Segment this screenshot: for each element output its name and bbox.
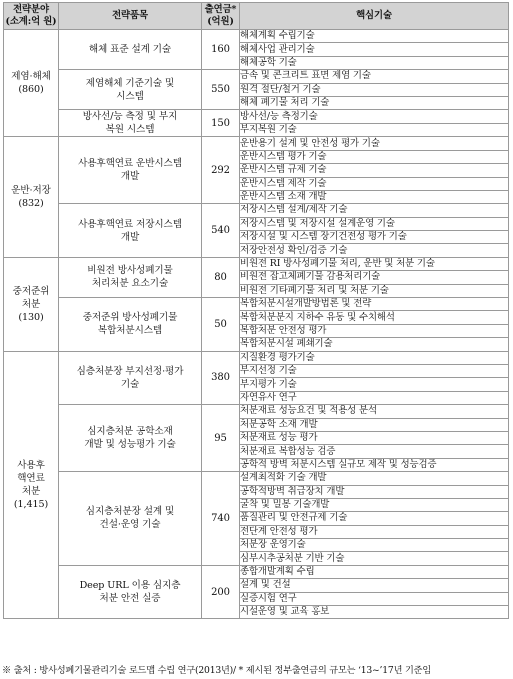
item-cell	[59, 298, 202, 352]
source-note: ※ 출처 : 방사성폐기물관리기술 로드맵 수립 연구(2013년)/ * 제시된 정부출연금의 규모는 ‘13~’17년 기준임	[2, 665, 431, 676]
tech-cell: 품질관리 및 안전규제 기술	[240, 512, 509, 525]
item-label: 건설·운영 기술	[99, 519, 161, 531]
tech-cell: 비원전 잡고체폐기물 감용처리기술	[240, 271, 509, 284]
item-label: 제염해체 기준기술 및	[85, 77, 175, 89]
item-cell	[59, 472, 202, 566]
item-label: 처분 안전 실증	[99, 593, 161, 605]
fund-cell: 540	[202, 204, 240, 258]
area-label: (860)	[18, 84, 44, 96]
area-label: 처분	[21, 298, 41, 310]
tech-cell: 금속 및 콘크리트 표면 제염 기술	[240, 70, 509, 83]
tech-cell: 부지평가 기술	[240, 378, 509, 391]
fund-cell: 292	[202, 137, 240, 204]
tech-cell: 운반시스템 규제 기술	[240, 164, 509, 177]
item-label: 비원전 방사성폐기물	[87, 265, 173, 277]
tech-cell: 처분장 운영기술	[240, 539, 509, 552]
item-label: 방사선/능 측정 및 부지	[82, 111, 178, 123]
header-area: 전략분야 (소계:억 원)	[4, 3, 59, 30]
item-cell	[59, 204, 202, 258]
tech-cell: 설계최적화 기술 개발	[240, 472, 509, 485]
item-label: Deep URL 이용 심지층	[79, 580, 181, 592]
tech-cell: 운반시스템 제작 기술	[240, 177, 509, 190]
area-label: (832)	[18, 198, 44, 210]
fund-cell: 95	[202, 405, 240, 472]
tech-cell: 심부시추공처분 기반 기술	[240, 552, 509, 565]
tech-cell: 비원전 기타폐기물 처리 및 처분 기술	[240, 284, 509, 297]
tech-cell: 해체사업 관리기술	[240, 43, 509, 56]
tech-cell: 복합처분시설 폐쇄기술	[240, 338, 509, 351]
area-label: 운반·저장	[11, 185, 51, 197]
item-label: 시스템	[116, 90, 144, 102]
tech-cell: 저장안전성 확인/검증 기술	[240, 244, 509, 257]
item-label: 개발 및 성능평가 기술	[84, 439, 176, 451]
header-fund: 출연금* (억원)	[202, 3, 240, 30]
item-cell	[59, 565, 202, 619]
table-row	[4, 137, 509, 150]
item-cell	[59, 70, 202, 110]
tech-cell: 운반용기 설계 및 안전성 평가 기술	[240, 137, 509, 150]
tech-cell: 처분재료 복합성능 검증	[240, 445, 509, 458]
tech-cell: 부지선정 기술	[240, 364, 509, 377]
table-row	[4, 565, 509, 578]
item-label: 사용후핵연료 저장시스템	[78, 218, 182, 230]
header-item: 전략품목	[59, 3, 202, 30]
tech-cell: 복합처분시설개발방법론 및 전략	[240, 298, 509, 311]
tech-cell: 방사선/능 측정기술	[240, 110, 509, 124]
table-row	[4, 298, 509, 311]
item-label: 중저준위 방사성폐기물	[82, 312, 178, 324]
tech-cell: 처분재료 성능 평가	[240, 431, 509, 444]
fund-cell: 200	[202, 565, 240, 619]
tech-cell: 지질환경 평가기술	[240, 351, 509, 364]
tech-cell: 운반시스템 소재 개발	[240, 190, 509, 203]
tech-cell: 실증시험 연구	[240, 592, 509, 605]
fund-cell: 380	[202, 351, 240, 405]
tech-cell: 종합개발계획 수립	[240, 565, 509, 578]
item-cell	[59, 351, 202, 405]
area-label: 중저준위	[12, 285, 50, 297]
tech-cell: 비원전 RI 방사성폐기물 처리, 운반 및 처분 기술	[240, 257, 509, 270]
item-cell	[59, 30, 202, 70]
area-label: 핵연료	[17, 473, 45, 484]
item-label: 개발	[120, 171, 140, 183]
tech-cell: 해체계획 수립기술	[240, 30, 509, 43]
tech-cell: 저장시스템 및 저장시설 설계운영 기술	[240, 217, 509, 230]
table-row	[4, 70, 509, 83]
table-row	[4, 204, 509, 217]
tech-cell: 해체공학 기술	[240, 56, 509, 69]
tech-cell: 공학적방벽 취급장치 개발	[240, 485, 509, 498]
fund-cell: 550	[202, 70, 240, 110]
fund-cell: 50	[202, 298, 240, 352]
table-row	[4, 472, 509, 485]
header-tech: 핵심기술	[240, 3, 509, 30]
tech-cell: 굴착 및 밀봉 기술개발	[240, 498, 509, 511]
table-body	[4, 30, 509, 619]
tech-cell: 저장시스템 설계/제작 기술	[240, 204, 509, 217]
header-row	[4, 3, 509, 30]
item-label: 처리처분 요소기술	[91, 278, 169, 290]
item-label: 심지층처분장 설계 및	[85, 506, 175, 518]
fund-cell: 740	[202, 472, 240, 566]
area-label: 사용후	[17, 460, 45, 471]
table-row	[4, 30, 509, 43]
item-label: 복원 시스템	[105, 124, 155, 136]
area-label: 처분	[21, 486, 41, 497]
fund-cell: 160	[202, 30, 240, 70]
tech-cell: 처분재료 성능요건 및 적용성 분석	[240, 405, 509, 418]
table-row	[4, 110, 509, 124]
area-cell	[4, 257, 59, 351]
table-row	[4, 257, 509, 270]
area-cell	[4, 30, 59, 137]
tech-cell: 해체 폐기물 처리 기술	[240, 96, 509, 109]
area-cell	[4, 137, 59, 258]
tech-cell: 저장시설 및 시스템 장기건전성 평가 기술	[240, 231, 509, 244]
item-label: 심지층처분 공학소재	[87, 426, 173, 438]
tech-cell: 원격 절단/철거 기술	[240, 83, 509, 96]
item-label: 기술	[120, 378, 140, 390]
tech-cell: 전단계 안전성 평가	[240, 525, 509, 538]
item-label: 심층처분장 부지선정·평가	[76, 365, 184, 377]
tech-cell: 부지복원 기술	[240, 123, 509, 137]
fund-cell: 150	[202, 110, 240, 137]
item-label: 사용후핵연료 운반시스템	[78, 158, 182, 170]
tech-cell: 자연유사 연구	[240, 391, 509, 404]
area-label: (130)	[18, 311, 44, 323]
tech-cell: 시설운영 및 교육 홍보	[240, 606, 509, 619]
area-cell	[4, 351, 59, 619]
fund-cell: 80	[202, 257, 240, 297]
item-cell	[59, 110, 202, 137]
tech-cell: 운반시스템 평가 기술	[240, 150, 509, 163]
tech-cell: 처분공학 소재 개발	[240, 418, 509, 431]
area-label: (1,415)	[13, 499, 49, 510]
strategy-table	[3, 2, 509, 619]
item-label: 해체 표준 설계 기술	[88, 44, 172, 56]
item-label: 복합처분시스템	[97, 325, 163, 337]
item-cell	[59, 137, 202, 204]
table-row	[4, 405, 509, 418]
table-row	[4, 351, 509, 364]
tech-cell: 복합처분 안전성 평가	[240, 324, 509, 337]
tech-cell: 복합처분분지 지하수 유동 및 수치해석	[240, 311, 509, 324]
item-cell	[59, 405, 202, 472]
item-label: 개발	[120, 231, 140, 243]
item-cell	[59, 257, 202, 297]
tech-cell: 공학적 방벽 처분시스템 실규모 제작 및 성능검증	[240, 458, 509, 471]
area-label: 제염·해체	[11, 71, 51, 83]
tech-cell: 설계 및 건설	[240, 579, 509, 592]
